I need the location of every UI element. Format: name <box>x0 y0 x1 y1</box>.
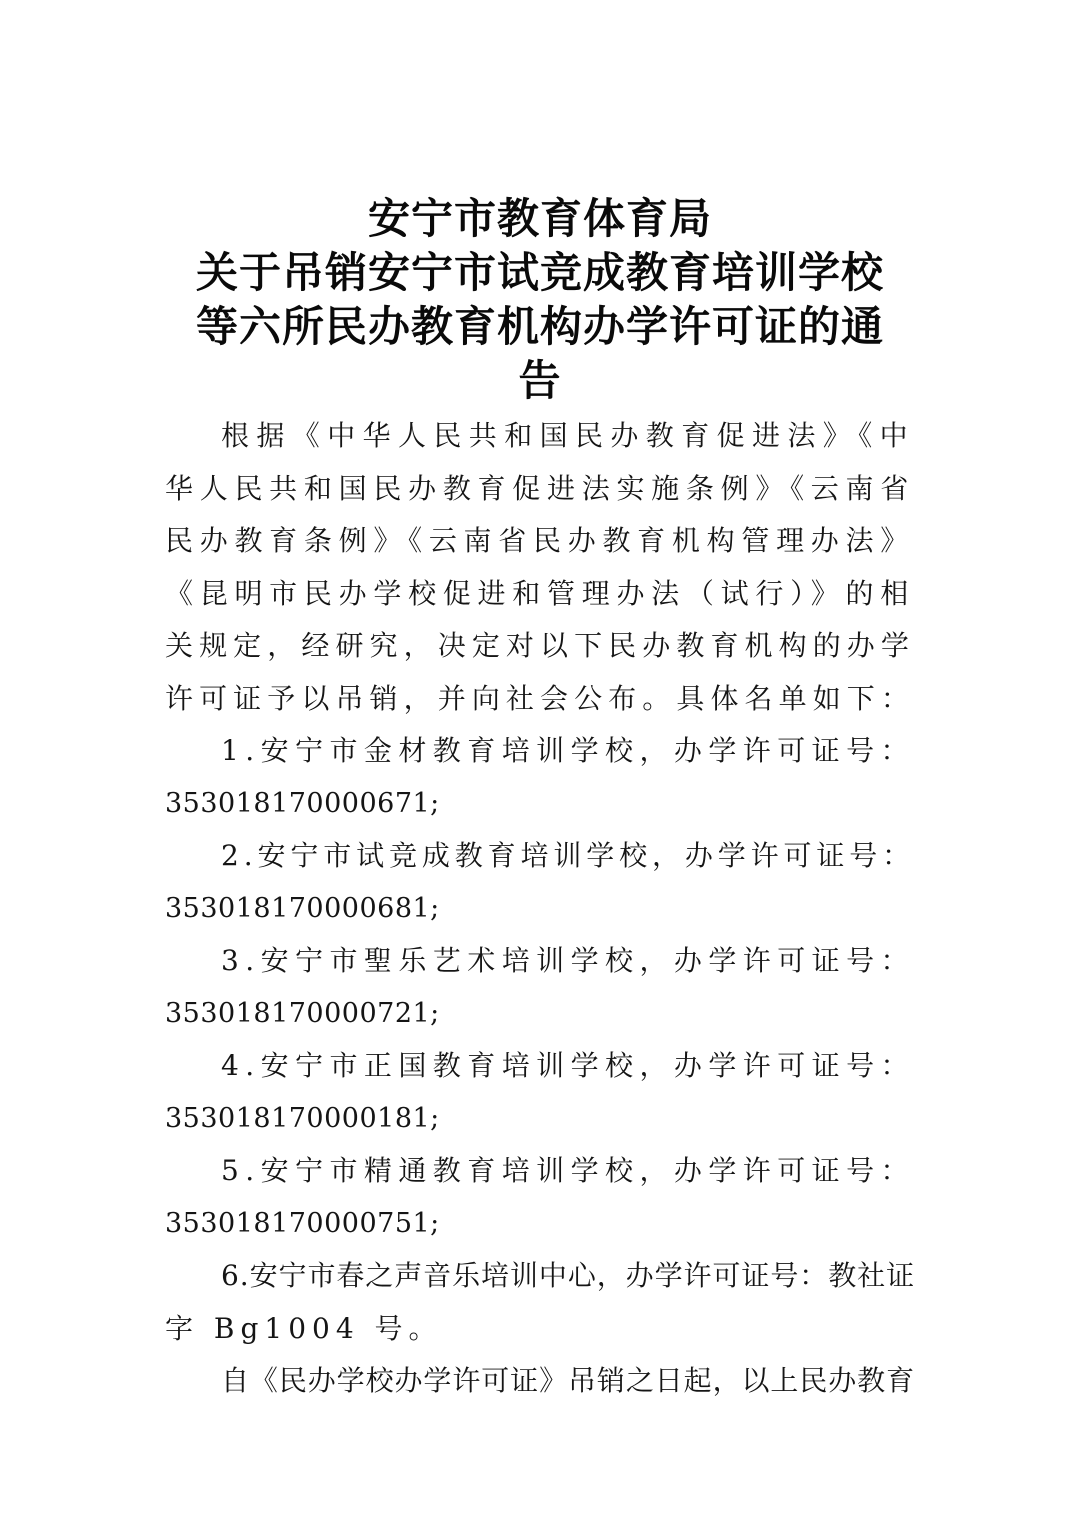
list-item-1-license: 353018170000671; <box>165 787 440 819</box>
list-item-3-name: 3.安宁市聖乐艺术培训学校，办学许可证号： <box>221 944 915 977</box>
intro-line-6: 许可证予以吊销，并向社会公布。具体名单如下： <box>165 681 915 715</box>
list-item-4-name: 4.安宁市正国教育培训学校，办学许可证号： <box>221 1049 915 1082</box>
intro-line-2: 华人民共和国民办教育促进法实施条例》《云南省 <box>165 471 915 505</box>
notice-body <box>165 410 915 1408</box>
list-item-2-license: 353018170000681; <box>165 892 440 924</box>
intro-line-5: 关规定，经研究，决定对以下民办教育机构的办学 <box>165 629 915 662</box>
notice-title <box>160 192 920 408</box>
list-item-5-name: 5.安宁市精通教育培训学校，办学许可证号： <box>221 1154 915 1187</box>
intro-line-1: 根据《中华人民共和国民办教育促进法》《中 <box>221 419 915 452</box>
title-line-1: 安宁市教育体育局 <box>367 194 712 243</box>
intro-line-4: 《昆明市民办学校促进和管理办法（试行）》的相 <box>165 576 915 610</box>
title-line-3: 等六所民办教育机构办学许可证的通 <box>195 302 884 351</box>
list-item-2-name: 2.安宁市试竞成教育培训学校，办学许可证号： <box>221 839 915 872</box>
list-item-6-license: 字 Bg1004 号。 <box>165 1311 443 1345</box>
list-item-3-license: 353018170000721; <box>165 997 440 1029</box>
list-item-6-name: 6.安宁市春之声音乐培训中心，办学许可证号：教社证 <box>221 1259 915 1292</box>
list-item-1-name: 1.安宁市金材教育培训学校，办学许可证号： <box>221 734 915 767</box>
title-line-2: 关于吊销安宁市试竞成教育培训学校 <box>195 248 884 297</box>
list-item-4-license: 353018170000181; <box>165 1102 440 1134</box>
closing-line: 自《民办学校办学许可证》吊销之日起，以上民办教育 <box>221 1364 915 1397</box>
list-item-5-license: 353018170000751; <box>165 1207 440 1239</box>
title-line-4: 告 <box>518 356 562 405</box>
intro-line-3: 民办教育条例》《云南省民办教育机构管理办法》 <box>165 524 915 557</box>
